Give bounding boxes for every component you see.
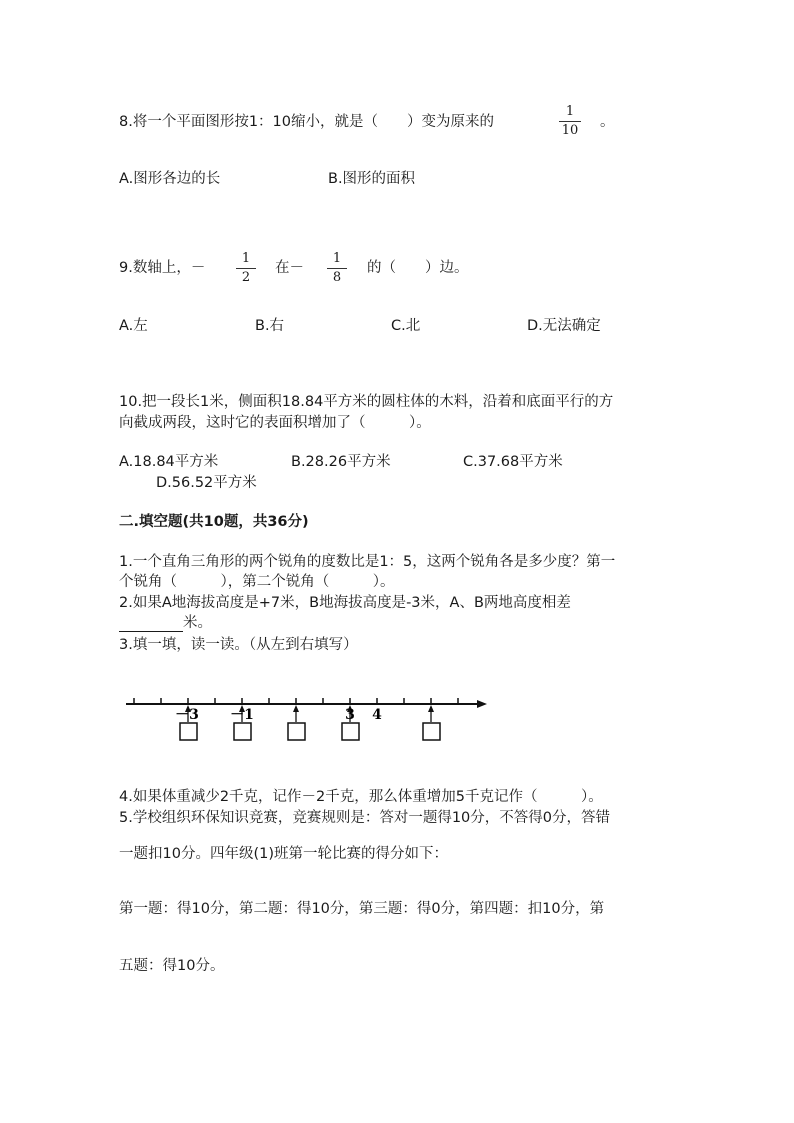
- pointer-arrow-head: [293, 705, 299, 712]
- f1-line-1: 1.一个直角三角形的两个锐角的度数比是1：5，这两个锐角各是多少度？第一: [119, 554, 616, 570]
- f5-line-2: 一题扣10分。四年级(1)班第一轮比赛的得分如下：: [119, 846, 448, 862]
- q9-fraction-1-denominator: 2: [241, 270, 251, 285]
- answer-box[interactable]: [342, 723, 359, 740]
- q10-option-d[interactable]: D.56.52平方米: [156, 475, 257, 491]
- q9-fraction-2: [327, 251, 347, 286]
- f5-line-4: 五题：得10分。: [119, 958, 225, 974]
- f1-line-2: 个锐角（ ），第二个锐角（ ）。: [119, 574, 395, 590]
- number-line: [0, 680, 794, 750]
- q10-line-1: 10.把一段长1米，侧面积18.84平方米的圆柱体的木料，沿着和底面平行的方: [119, 394, 614, 410]
- fraction-bar: [559, 121, 581, 122]
- q10-line-2: 向截成两段，这时它的表面积增加了（ ）。: [119, 415, 431, 431]
- number-line-label: 3: [345, 707, 355, 723]
- q9-text-1: 9.数轴上，－: [119, 260, 206, 276]
- f5-line-1: 5.学校组织环保知识竞赛，竞赛规则是：答对一题得10分，不答得0分，答错: [119, 810, 611, 826]
- q8-option-a[interactable]: A.图形各边的长: [119, 171, 221, 187]
- q8-fraction-numerator: 1: [565, 104, 575, 119]
- f2-line-2-suffix: 米。: [183, 615, 212, 631]
- q9-text-3: 的（ ）边。: [367, 260, 469, 276]
- f4-line-1: 4.如果体重减少2千克，记作－2千克，那么体重增加5千克记作（ ）。: [119, 789, 603, 805]
- q10-option-a[interactable]: A.18.84平方米: [119, 454, 219, 470]
- number-line-arrow: [477, 700, 487, 708]
- number-line-label: 4: [372, 707, 382, 723]
- f2-line-1: 2.如果A地海拔高度是+7米，B地海拔高度是-3米，A、B两地高度相差: [119, 595, 571, 611]
- answer-box[interactable]: [180, 723, 197, 740]
- q9-option-a[interactable]: A.左: [119, 318, 148, 334]
- q9-option-b[interactable]: B.右: [255, 318, 285, 334]
- q8-fraction: [559, 104, 581, 139]
- q9-fraction-2-numerator: 1: [332, 251, 342, 266]
- number-line-label: －3: [175, 707, 199, 723]
- q8-text-after: 。: [600, 114, 615, 130]
- q8-text-before: 8.将一个平面图形按1：10缩小，就是（ ）变为原来的: [119, 114, 495, 130]
- q8-option-b[interactable]: B.图形的面积: [328, 171, 416, 187]
- q8-stem: [119, 113, 494, 131]
- pointer-arrow-head: [428, 705, 434, 712]
- answer-box[interactable]: [234, 723, 251, 740]
- answer-box[interactable]: [423, 723, 440, 740]
- q8-fraction-denominator: 10: [561, 123, 579, 138]
- answer-blank[interactable]: [119, 617, 183, 632]
- section-2-title: 二.填空题(共10题，共36分): [119, 514, 309, 530]
- fraction-bar: [327, 268, 347, 269]
- q9-fraction-1: [236, 251, 256, 286]
- number-line-label: －1: [230, 707, 254, 723]
- q10-option-b[interactable]: B.28.26平方米: [291, 454, 391, 470]
- answer-box[interactable]: [288, 723, 305, 740]
- f3-line-1: 3.填一填，读一读。（从左到右填写）: [119, 637, 358, 653]
- f5-line-3: 第一题：得10分，第二题：得10分，第三题：得0分，第四题：扣10分，第: [119, 901, 605, 917]
- q9-fraction-2-denominator: 8: [332, 270, 342, 285]
- q9-option-c[interactable]: C.北: [391, 318, 421, 334]
- f2-line-2: [119, 614, 212, 632]
- q9-text-2: 在－: [275, 260, 304, 276]
- fraction-bar: [236, 268, 256, 269]
- q9-option-d[interactable]: D.无法确定: [527, 318, 601, 334]
- q9-fraction-1-numerator: 1: [241, 251, 251, 266]
- q10-option-c[interactable]: C.37.68平方米: [463, 454, 563, 470]
